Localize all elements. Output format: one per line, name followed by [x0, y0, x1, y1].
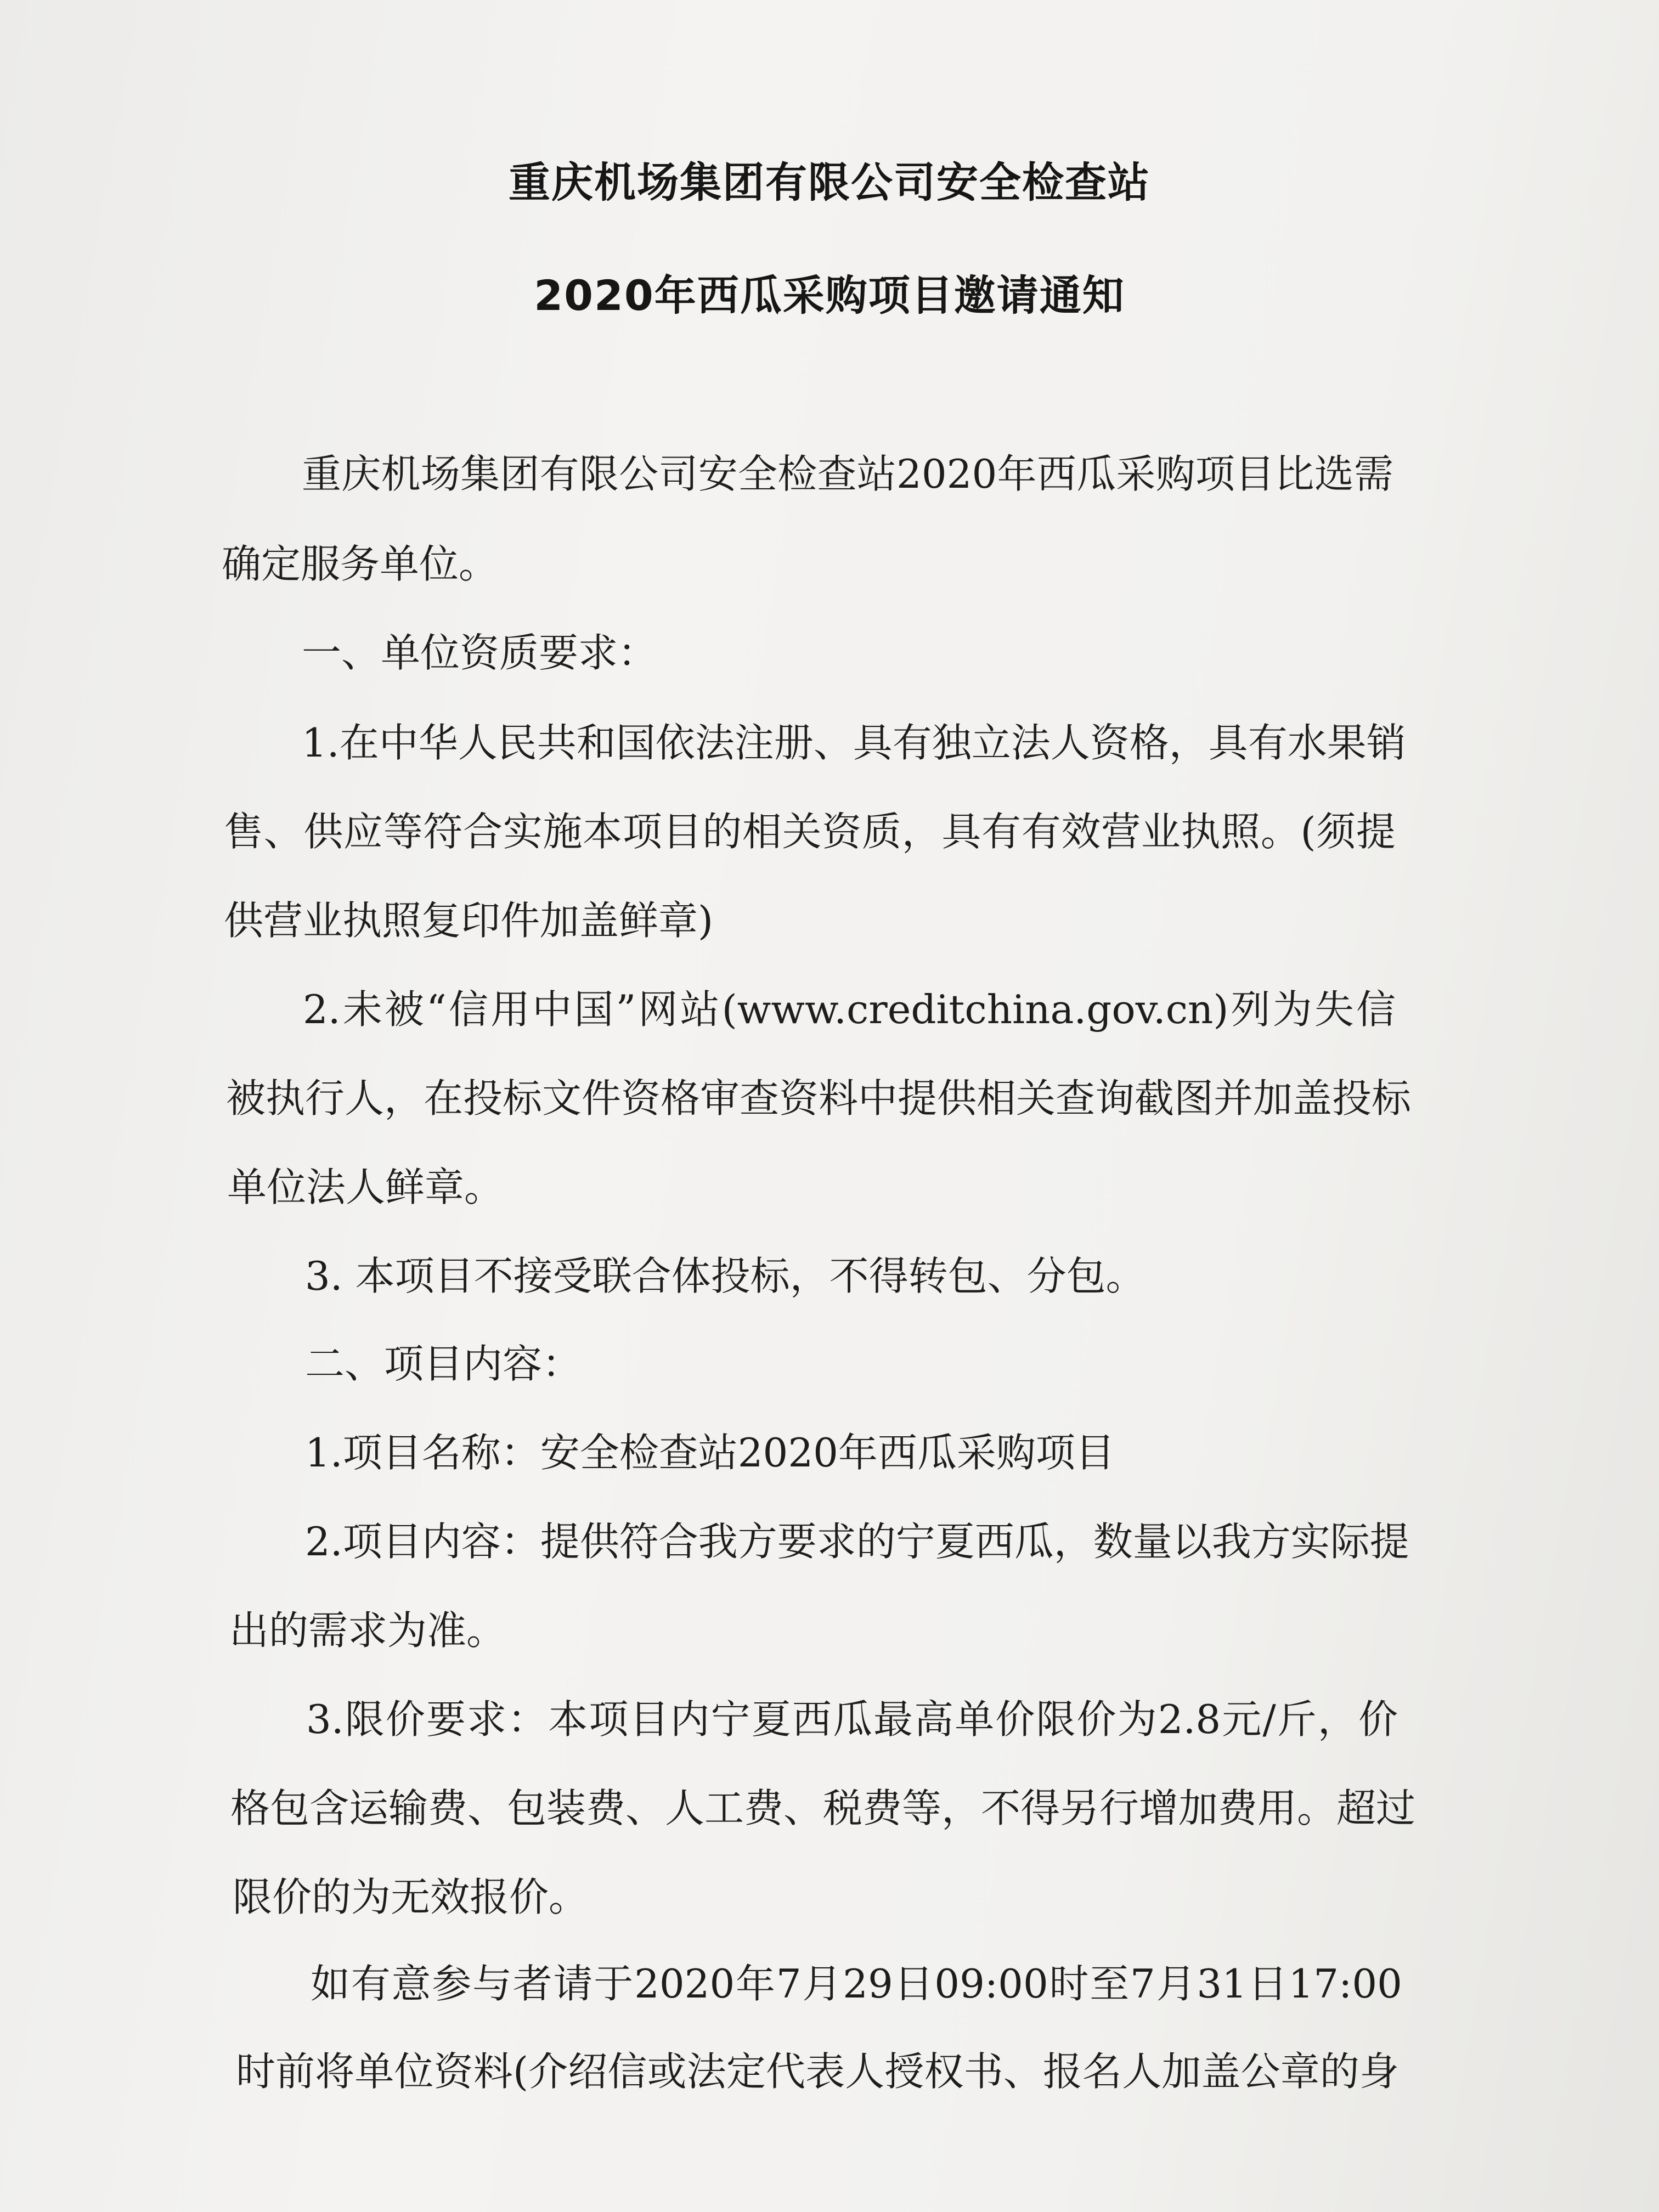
intro-line-1: 重庆机场集团有限公司安全检查站2020年西瓜采购项目比选需	[302, 451, 1393, 497]
requirement-1-line-1: 1.在中华人民共和国依法注册、具有独立法人资格，具有水果销	[302, 720, 1406, 766]
requirement-3-line-1: 3. 本项目不接受联合体投标，不得转包、分包。	[305, 1253, 1146, 1299]
requirement-1-line-2: 售、供应等符合实施本项目的相关资质，具有有效营业执照。(须提	[224, 809, 1396, 855]
section-2-heading: 二、项目内容：	[305, 1341, 582, 1387]
intro-line-2: 确定服务单位。	[222, 541, 499, 587]
document-title: 重庆机场集团有限公司安全检查站	[509, 158, 1150, 207]
requirement-2-line-2: 被执行人，在投标文件资格审查资料中提供相关查询截图并加盖投标	[226, 1075, 1412, 1121]
closing-line-1: 如有意参与者请于2020年7月29日09:00时至7月31日17:00	[311, 1961, 1402, 2007]
item-2-line-2: 出的需求为准。	[229, 1607, 506, 1654]
requirement-1-line-3: 供营业执照复印件加盖鲜章)	[224, 898, 714, 944]
item-1-line-1: 1.项目名称：安全检查站2020年西瓜采购项目	[305, 1430, 1115, 1476]
document-subtitle: 2020年西瓜采购项目邀请通知	[534, 271, 1125, 320]
item-3-line-2: 格包含运输费、包装费、人工费、税费等，不得另行增加费用。超过	[230, 1785, 1416, 1831]
item-2-line-1: 2.项目内容：提供符合我方要求的宁夏西瓜，数量以我方实际提	[305, 1519, 1409, 1565]
requirement-2-line-1: 2.未被“信用中国”网站(www.creditchina.gov.cn)列为失信	[303, 986, 1396, 1032]
item-3-line-1: 3.限价要求：本项目内宁夏西瓜最高单价限价为2.8元/斤，价	[306, 1696, 1398, 1742]
section-1-heading: 一、单位资质要求：	[302, 630, 658, 676]
closing-line-2: 时前将单位资料(介绍信或法定代表人授权书、报名人加盖公章的身	[236, 2049, 1399, 2095]
item-3-line-3: 限价的为无效报价。	[233, 1874, 589, 1920]
requirement-2-line-3: 单位法人鲜章。	[227, 1164, 504, 1210]
